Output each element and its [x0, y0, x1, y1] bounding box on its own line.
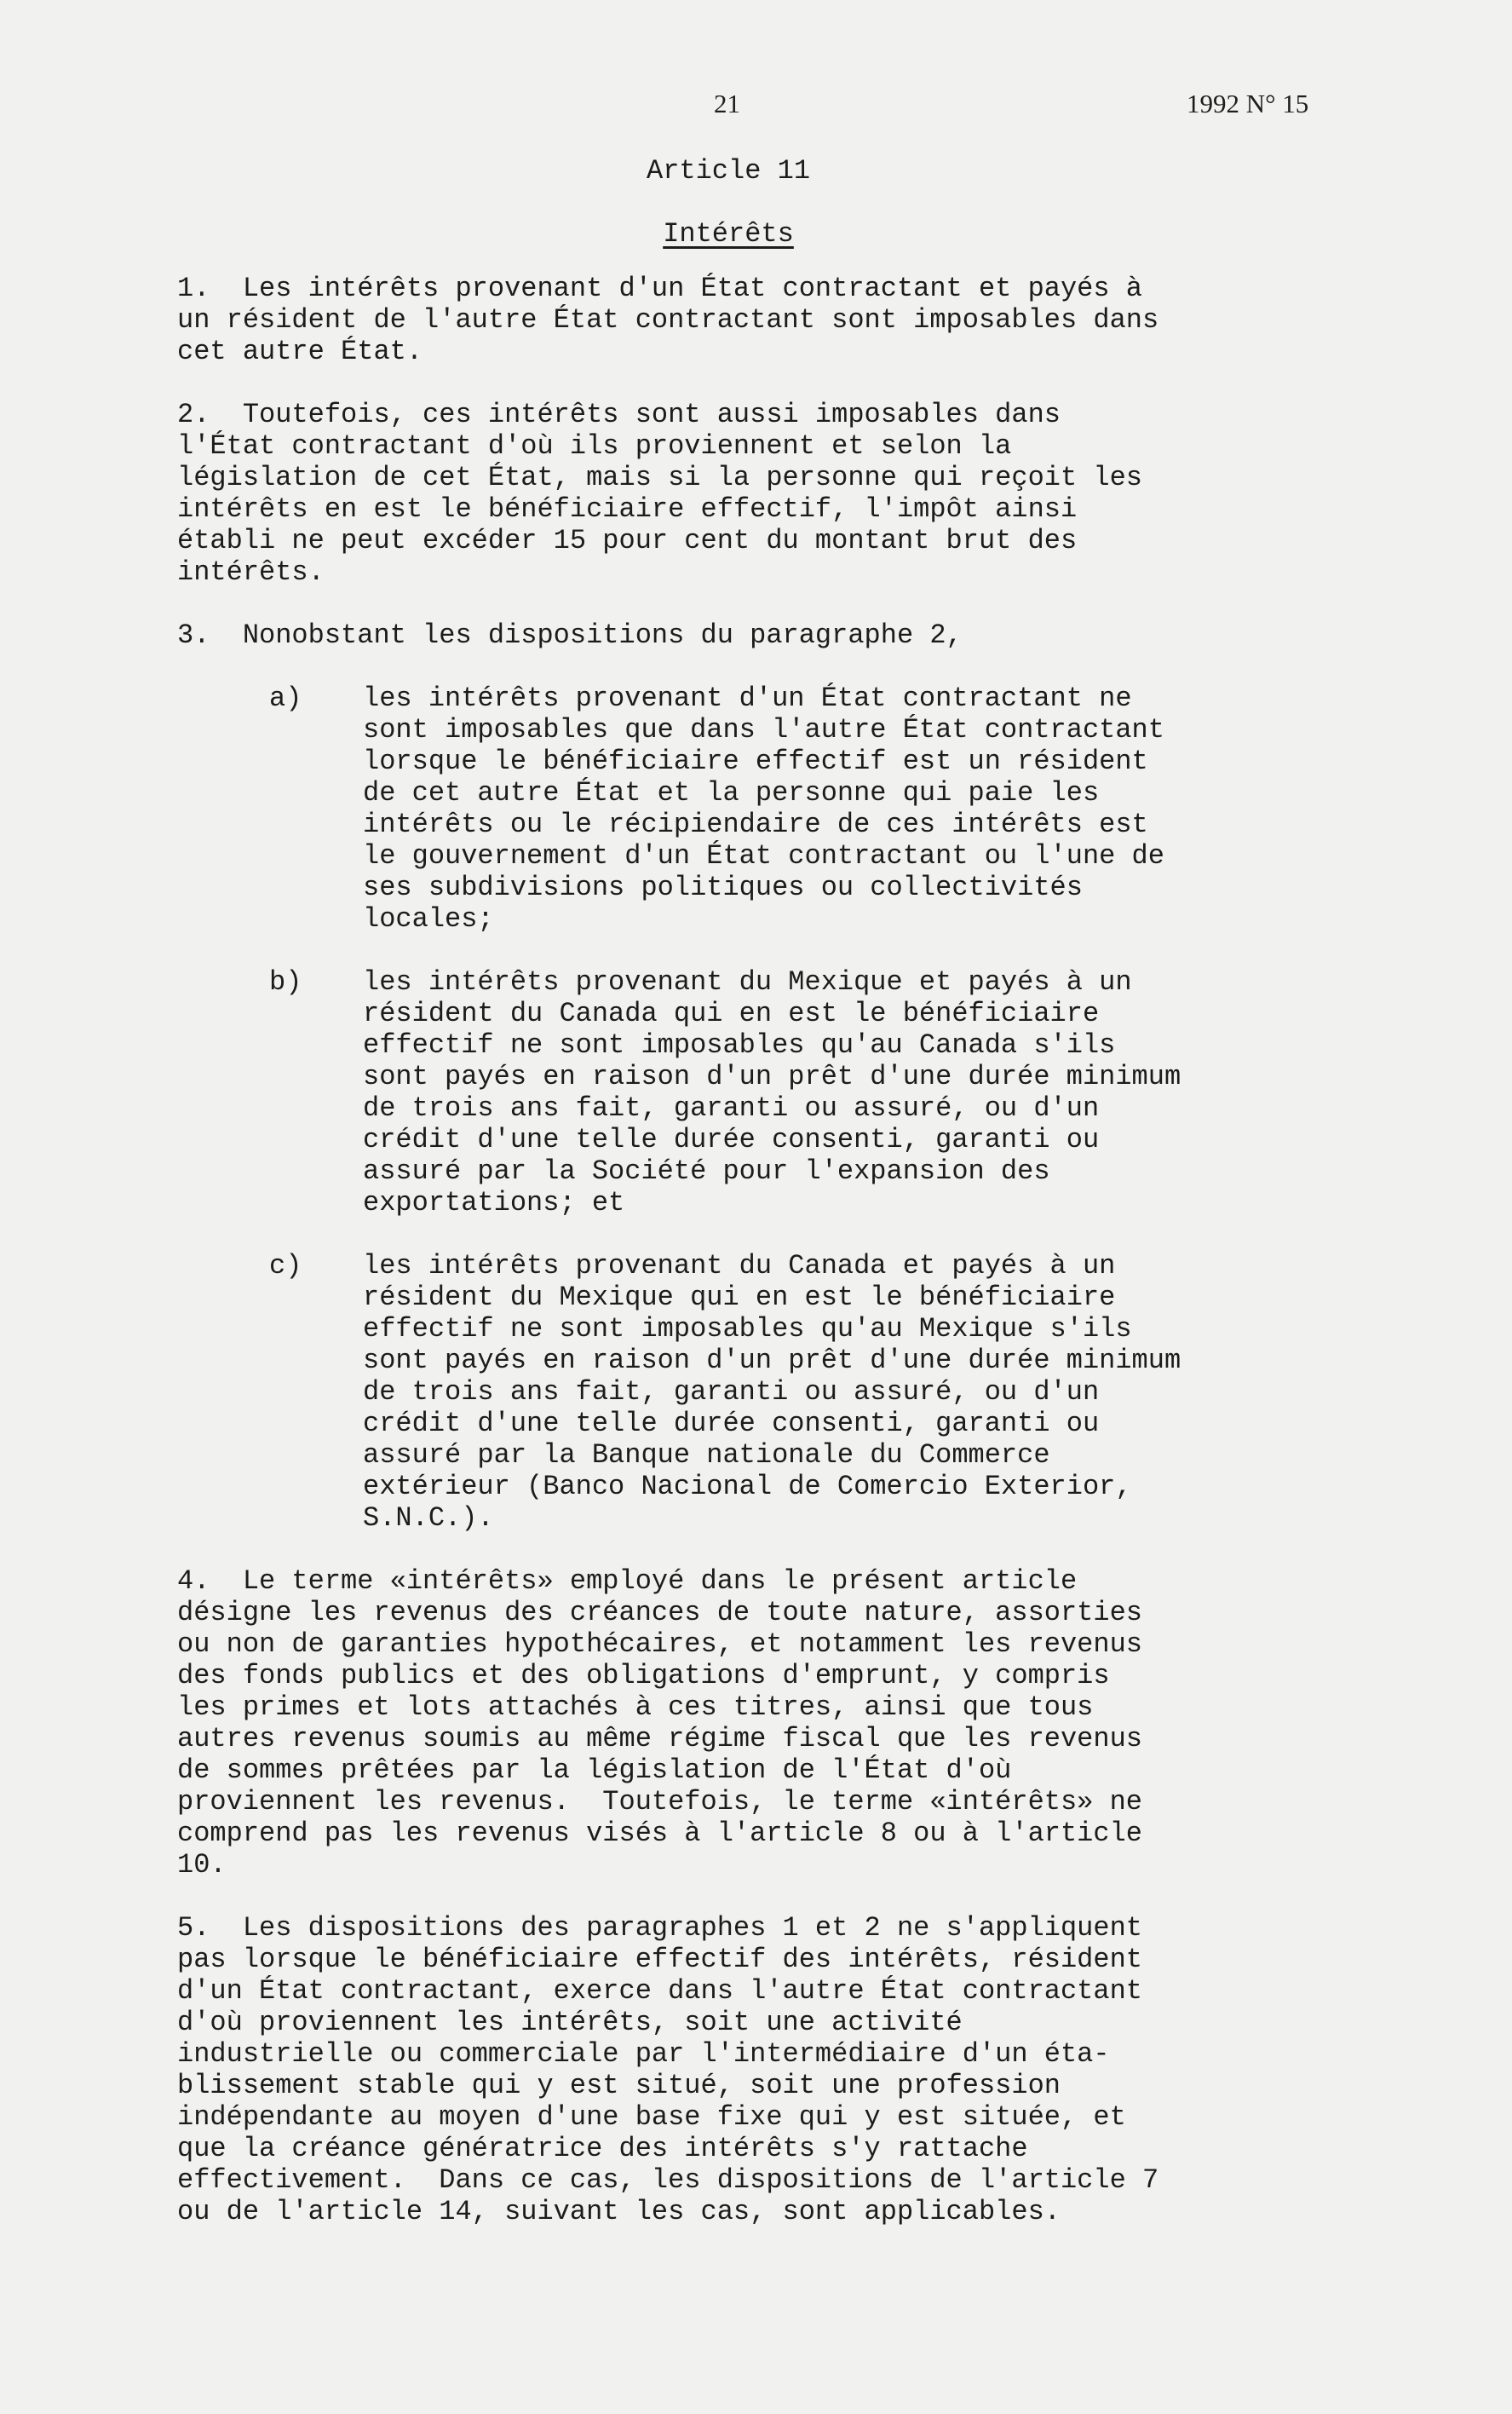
article-body	[177, 273, 1319, 2259]
document-reference: 1992 N° 15	[1187, 89, 1309, 118]
paragraph-1: 1. Les intérêts provenant d'un État contractant et payés à un résident de l'autre État contractant sont imposables dans cet autre État.	[177, 273, 1159, 367]
subparagraph-label: c)	[269, 1250, 302, 1282]
subparagraph-text: les intérêts provenant d'un État contractant ne sont imposables que dans l'autre État contractant lorsque le bénéficiaire effectif est un résident de cet autre État et la personne qui paie les intérêts ou le récipiendaire de ces intérêts est le gouvernement d'un État contractant ou l'une de ses subdivisions politiques ou collectivités locales;	[363, 683, 1164, 935]
subparagraph-label: b)	[269, 966, 302, 998]
article-subtitle: Intérêts	[663, 218, 794, 250]
paragraph-4: 4. Le terme «intérêts» employé dans le présent article désigne les revenus des créances de toute nature, assorties ou non de garanties hypothécaires, et notamment les revenus des fonds publics et des obligations d'emprunt, y compris les primes et lots attachés à ces titres, ainsi que tous autres revenus soumis au même régime fiscal que les revenus de sommes prêtées par la législation de l'État d'où proviennent les revenus. Toutefois, le terme «intérêts» ne comprend pas les revenus visés à l'article 8 ou à l'article 10.	[177, 1565, 1142, 1881]
subparagraph-c	[177, 1250, 1319, 1534]
subparagraph-label: a)	[269, 683, 302, 714]
paragraph-2: 2. Toutefois, ces intérêts sont aussi imposables dans l'État contractant d'où ils proviennent et selon la législation de cet État, mais si la personne qui reçoit les intérêts en est le bénéficiaire effectif, l'impôt ainsi établi ne peut excéder 15 pour cent du montant brut des intérêts.	[177, 399, 1142, 588]
subparagraph-text: les intérêts provenant du Canada et payés à un résident du Mexique qui en est le bénéficiaire effectif ne sont imposables qu'au Mexique s'ils sont payés en raison d'un prêt d'une durée minimum de trois ans fait, garanti ou assuré, ou d'un crédit d'une telle durée consenti, garanti ou assuré par la Banque nationale du Commerce extérieur (Banco Nacional de Comercio Exterior, S.N.C.).	[363, 1250, 1181, 1534]
paragraph-5: 5. Les dispositions des paragraphes 1 et 2 ne s'appliquent pas lorsque le bénéficiaire effectif des intérêts, résident d'un État contractant, exerce dans l'autre État contractant d'où proviennent les intérêts, soit une activité industrielle ou commerciale par l'intermédiaire d'un éta- blissement stable qui y est situé, soit une profession indépendante au moyen d'une base fixe qui y est située, et que la créance génératrice des intérêts s'y rattache effectivement. Dans ce cas, les dispositions de l'article 7 ou de l'article 14, suivant les cas, sont applicables.	[177, 1912, 1159, 2227]
article-title: Article 11	[646, 155, 811, 187]
paragraph-3-intro: 3. Nonobstant les dispositions du paragraphe 2,	[177, 619, 963, 651]
page-number: 21	[714, 89, 740, 118]
subparagraph-a	[177, 683, 1319, 935]
subparagraph-text: les intérêts provenant du Mexique et payés à un résident du Canada qui en est le bénéficiaire effectif ne sont imposables qu'au Canada s'ils sont payés en raison d'un prêt d'une durée minimum de trois ans fait, garanti ou assuré, ou d'un crédit d'une telle durée consenti, garanti ou assuré par la Société pour l'expansion des exportations; et	[363, 966, 1181, 1219]
subparagraph-b	[177, 966, 1319, 1219]
